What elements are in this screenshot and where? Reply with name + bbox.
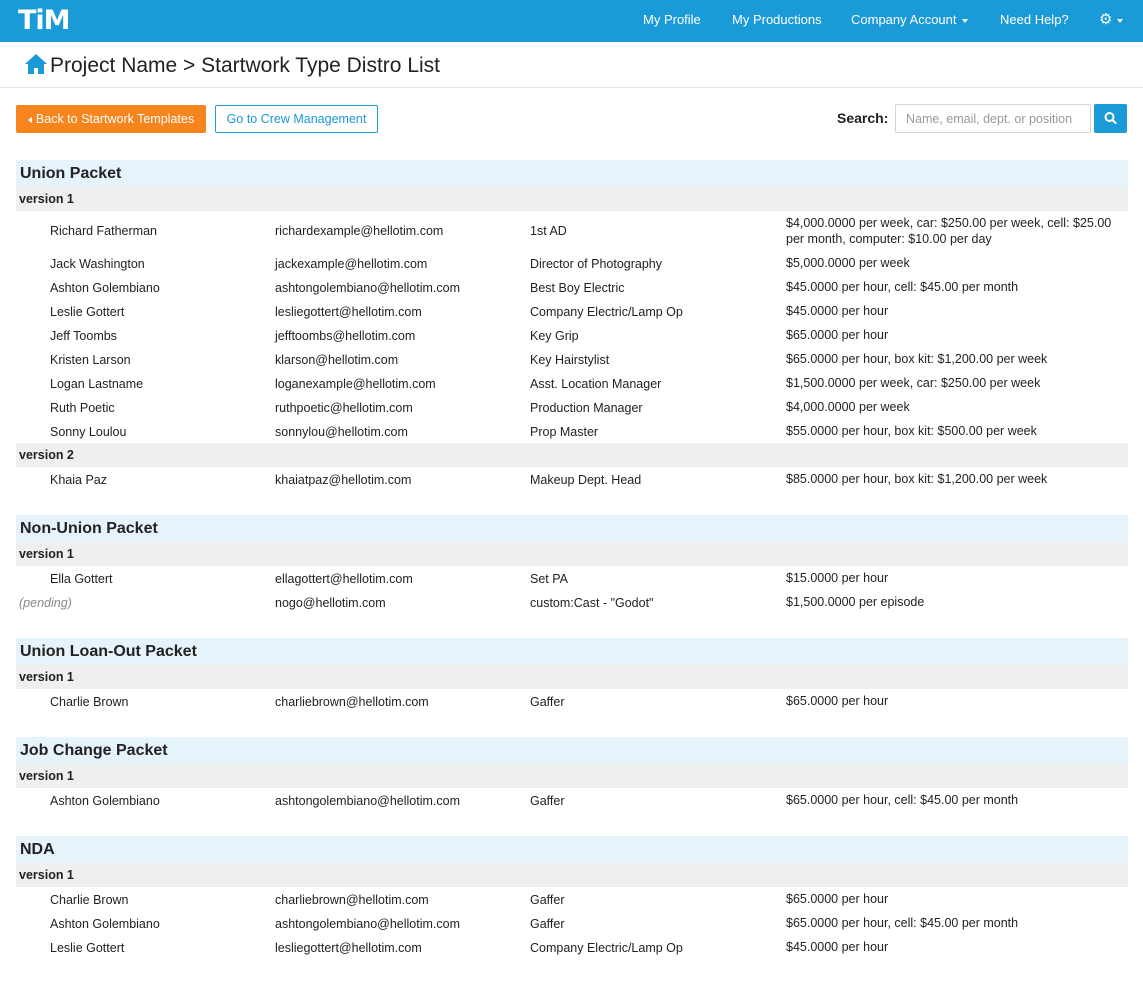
crew-rate: $45.0000 per hour, cell: $45.00 per month: [786, 280, 1019, 294]
crew-name: Charlie Brown: [50, 695, 129, 709]
crew-row[interactable]: [16, 935, 1128, 959]
crew-row[interactable]: [16, 590, 1128, 614]
crew-position: Gaffer: [530, 695, 565, 709]
crew-row[interactable]: [16, 299, 1128, 323]
crew-name: Charlie Brown: [50, 893, 129, 907]
crew-row[interactable]: [16, 419, 1128, 443]
crew-email: ashtongolembiano@hellotim.com: [275, 794, 461, 808]
crew-row[interactable]: [16, 323, 1128, 347]
search-button[interactable]: [1094, 104, 1127, 133]
crew-rate: $4,000.0000 per week, car: $250.00 per week, cell: $25.00 per month, computer: $10.00 per day: [786, 216, 1112, 246]
crew-row[interactable]: [16, 887, 1128, 911]
chevron-left-icon: [28, 117, 32, 123]
page-title: Project Name > Startwork Type Distro List: [50, 54, 440, 77]
packet-title: Non-Union Packet: [16, 515, 1128, 542]
crew-row[interactable]: [16, 251, 1128, 275]
crew-name: Khaia Paz: [50, 473, 107, 487]
crew-email: sonnylou@hellotim.com: [275, 425, 408, 439]
crew-row[interactable]: [16, 371, 1128, 395]
crew-position: 1st AD: [530, 224, 567, 238]
crew-email: klarson@hellotim.com: [275, 353, 399, 367]
settings-menu[interactable]: [1099, 0, 1123, 42]
crew-rate: $65.0000 per hour: [786, 892, 889, 906]
crew-email: charliebrown@hellotim.com: [275, 695, 429, 709]
crew-position: Company Electric/Lamp Op: [530, 305, 683, 319]
nav-company-account-label: Company Account: [851, 12, 957, 27]
crew-email: ashtongolembiano@hellotim.com: [275, 281, 461, 295]
packet-section: [16, 160, 1128, 491]
version-header: version 1: [16, 665, 1128, 689]
crew-row[interactable]: [16, 788, 1128, 812]
crew-rate: $1,500.0000 per week, car: $250.00 per week: [786, 376, 1041, 390]
crew-position: Key Hairstylist: [530, 353, 610, 367]
crew-row[interactable]: [16, 395, 1128, 419]
crew-rate: $65.0000 per hour, box kit: $1,200.00 per week: [786, 352, 1048, 366]
nav-company-account[interactable]: [851, 0, 968, 42]
crew-name: Jack Washington: [50, 257, 145, 271]
packet-title: Union Loan-Out Packet: [16, 638, 1128, 665]
crew-position: Director of Photography: [530, 257, 663, 271]
packet-list: [16, 160, 1128, 983]
crew-position: Set PA: [530, 572, 568, 586]
crew-rate: $65.0000 per hour, cell: $45.00 per month: [786, 916, 1019, 930]
crew-name: Ashton Golembiano: [50, 794, 160, 808]
crew-email: lesliegottert@hellotim.com: [275, 941, 422, 955]
crew-row[interactable]: [16, 911, 1128, 935]
crew-rate: $45.0000 per hour: [786, 304, 889, 318]
chevron-down-icon: [962, 19, 968, 23]
crew-email: charliebrown@hellotim.com: [275, 893, 429, 907]
crew-row[interactable]: [16, 689, 1128, 713]
go-to-crew-management-button[interactable]: Go to Crew Management: [215, 105, 378, 133]
crew-name: (pending): [19, 596, 72, 610]
crew-email: jackexample@hellotim.com: [275, 257, 428, 271]
packet-title: Union Packet: [16, 160, 1128, 187]
crew-name: Jeff Toombs: [50, 329, 117, 343]
packet-section: [16, 737, 1128, 812]
crew-position: Gaffer: [530, 794, 565, 808]
crew-rate: $15.0000 per hour: [786, 571, 889, 585]
packet-section: [16, 836, 1128, 959]
packet-section: [16, 638, 1128, 713]
crew-position: custom:Cast - "Godot": [530, 596, 654, 610]
crew-name: Ashton Golembiano: [50, 281, 160, 295]
packet-section: [16, 515, 1128, 614]
nav-my-productions[interactable]: My Productions: [732, 12, 822, 27]
divider: [0, 87, 1143, 88]
crew-row[interactable]: [16, 566, 1128, 590]
packet-title: Job Change Packet: [16, 737, 1128, 764]
crew-rate: $85.0000 per hour, box kit: $1,200.00 per week: [786, 472, 1048, 486]
crew-position: Gaffer: [530, 917, 565, 931]
version-header: version 1: [16, 764, 1128, 788]
crew-row[interactable]: [16, 211, 1128, 251]
nav-my-profile[interactable]: My Profile: [643, 12, 701, 27]
crew-name: Sonny Loulou: [50, 425, 127, 439]
crew-rate: $65.0000 per hour, cell: $45.00 per month: [786, 793, 1019, 807]
crew-row[interactable]: [16, 467, 1128, 491]
crew-row[interactable]: [16, 347, 1128, 371]
crew-row[interactable]: [16, 275, 1128, 299]
crew-name: Leslie Gottert: [50, 305, 125, 319]
crew-name: Ella Gottert: [50, 572, 113, 586]
crew-email: jefftoombs@hellotim.com: [275, 329, 416, 343]
search-label: Search:: [837, 110, 889, 126]
crew-position: Best Boy Electric: [530, 281, 625, 295]
crew-name: Ruth Poetic: [50, 401, 115, 415]
crew-position: Production Manager: [530, 401, 643, 415]
tim-logo[interactable]: TiM: [18, 5, 70, 36]
version-header: version 1: [16, 863, 1128, 887]
crew-position: Makeup Dept. Head: [530, 473, 642, 487]
crew-email: richardexample@hellotim.com: [275, 224, 444, 238]
crew-position: Gaffer: [530, 893, 565, 907]
crew-rate: $4,000.0000 per week: [786, 400, 910, 414]
crew-email: nogo@hellotim.com: [275, 596, 386, 610]
crew-name: Logan Lastname: [50, 377, 144, 391]
top-navbar: [0, 0, 1143, 42]
crew-position: Asst. Location Manager: [530, 377, 662, 391]
crew-email: ruthpoetic@hellotim.com: [275, 401, 413, 415]
home-icon[interactable]: [24, 53, 48, 75]
crew-email: khaiatpaz@hellotim.com: [275, 473, 412, 487]
crew-name: Leslie Gottert: [50, 941, 125, 955]
crew-position: Company Electric/Lamp Op: [530, 941, 683, 955]
gear-icon: ⚙: [1099, 11, 1113, 28]
crew-rate: $5,000.0000 per week: [786, 256, 910, 270]
crew-rate: $55.0000 per hour, box kit: $500.00 per week: [786, 424, 1037, 438]
back-to-templates-button[interactable]: [16, 105, 206, 133]
crew-position: Key Grip: [530, 329, 579, 343]
crew-email: ashtongolembiano@hellotim.com: [275, 917, 461, 931]
crew-name: Kristen Larson: [50, 353, 131, 367]
back-button-label: Back to Startwork Templates: [35, 112, 195, 126]
chevron-down-icon: [1117, 19, 1123, 23]
crew-position: Prop Master: [530, 425, 599, 439]
version-header: version 1: [16, 187, 1128, 211]
nav-need-help[interactable]: Need Help?: [1000, 12, 1069, 27]
crew-name: Richard Fatherman: [50, 224, 157, 238]
crew-rate: $65.0000 per hour: [786, 328, 889, 342]
version-header: version 2: [16, 443, 1128, 467]
packet-title: NDA: [16, 836, 1128, 863]
search-input[interactable]: [895, 104, 1091, 133]
version-header: version 1: [16, 542, 1128, 566]
crew-email: ellagottert@hellotim.com: [275, 572, 413, 586]
crew-rate: $65.0000 per hour: [786, 694, 889, 708]
crew-name: Ashton Golembiano: [50, 917, 160, 931]
crew-email: loganexample@hellotim.com: [275, 377, 436, 391]
crew-rate: $1,500.0000 per episode: [786, 595, 925, 609]
crew-email: lesliegottert@hellotim.com: [275, 305, 422, 319]
search-icon: [1094, 104, 1127, 133]
crew-rate: $45.0000 per hour: [786, 940, 889, 954]
